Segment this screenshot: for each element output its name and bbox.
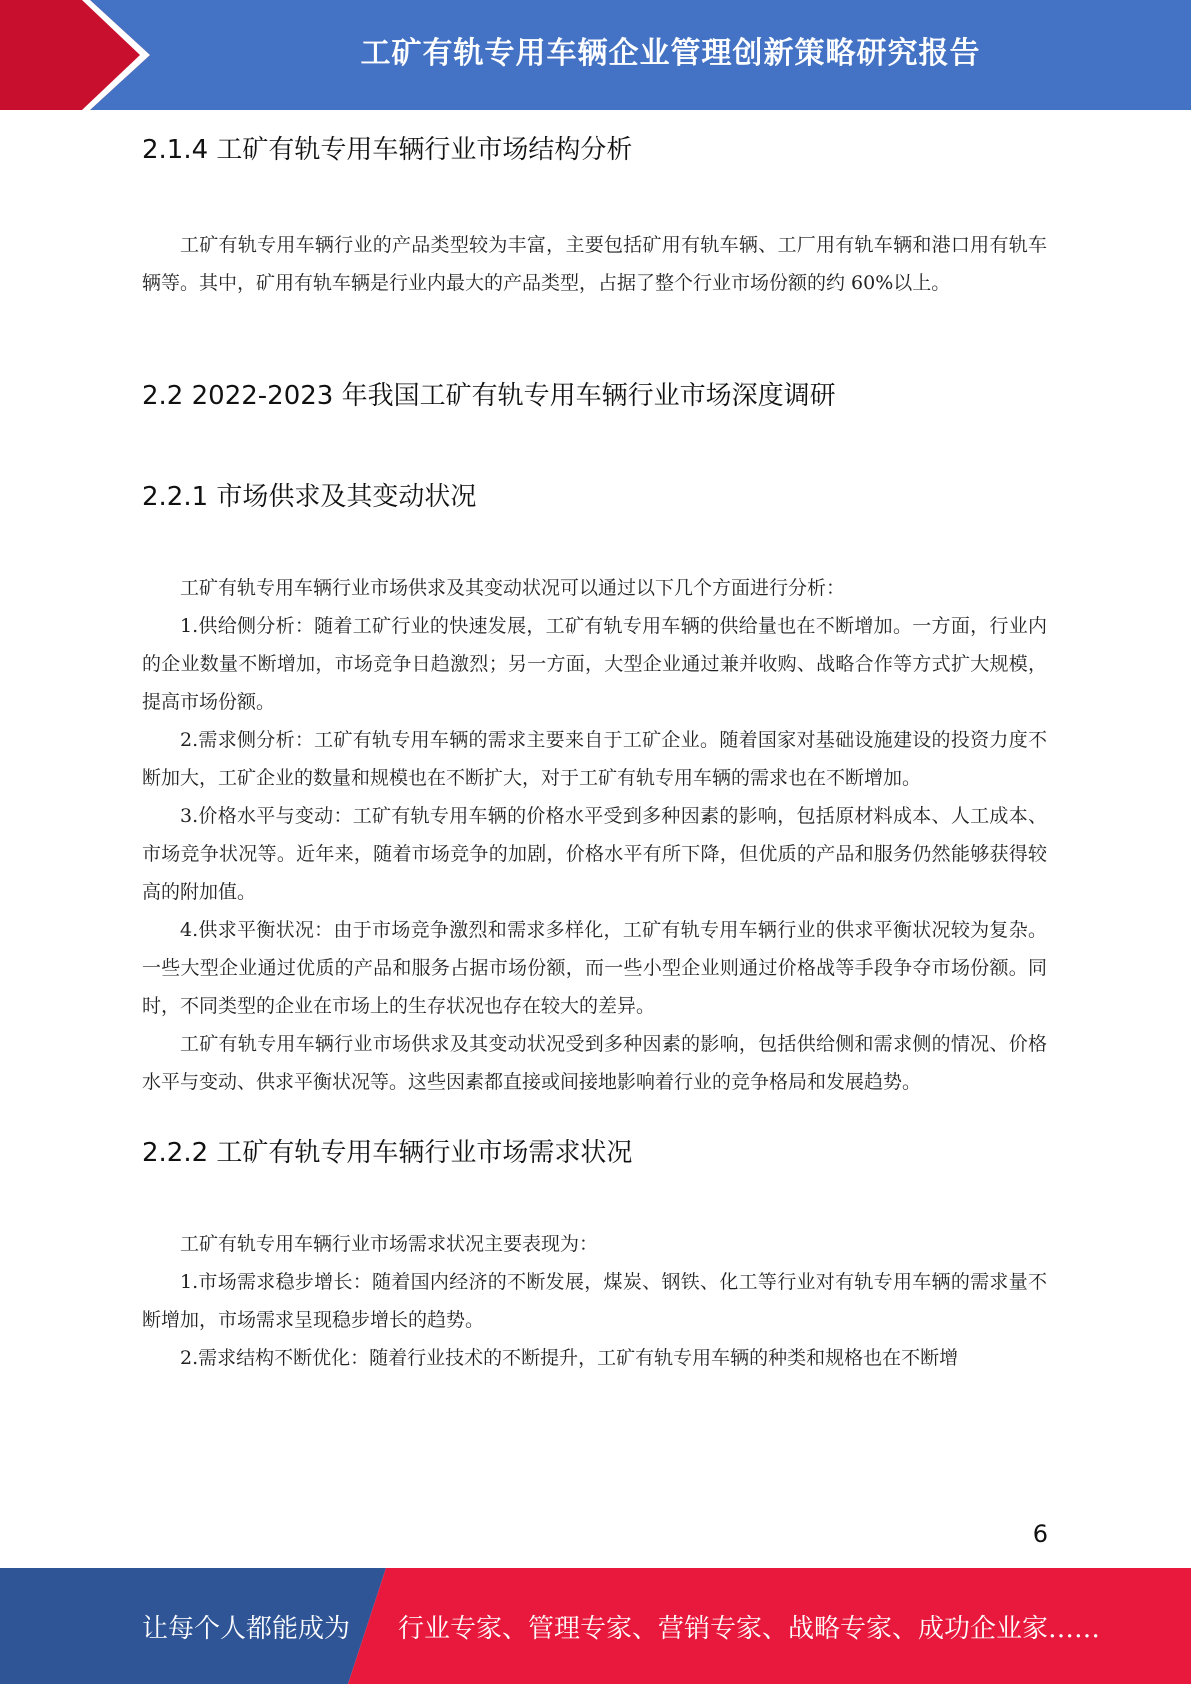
paragraph: 工矿有轨专用车辆行业市场供求及其变动状况受到多种因素的影响，包括供给侧和需求侧的情况、价格水平与变动、供求平衡状况等。这些因素都直接或间接地影响着行业的竞争格局和发展趋势。 bbox=[142, 1033, 1047, 1093]
footer-slogan-right: 行业专家、管理专家、营销专家、战略专家、成功企业家…… bbox=[398, 1613, 1101, 1644]
header-arrow-decoration bbox=[0, 0, 170, 110]
section-heading-2-2: 2.2 2022-2023 年我国工矿有轨专用车辆行业市场深度调研 bbox=[142, 381, 836, 411]
section-heading-2-2-1: 2.2.1 市场供求及其变动状况 bbox=[142, 482, 477, 512]
section-heading-2-1-4: 2.1.4 工矿有轨专用车辆行业市场结构分析 bbox=[142, 135, 633, 165]
paragraph: 工矿有轨专用车辆行业市场需求状况主要表现为： bbox=[180, 1233, 599, 1255]
page-number: 6 bbox=[1032, 1520, 1048, 1548]
page-header-band bbox=[0, 0, 1191, 110]
document-title: 工矿有轨专用车辆企业管理创新策略研究报告 bbox=[360, 36, 981, 71]
paragraph: 1.市场需求稳步增长：随着国内经济的不断发展，煤炭、钢铁、化工等行业对有轨专用车辆的需求量不断增加，市场需求呈现稳步增长的趋势。 bbox=[142, 1271, 1047, 1331]
section-heading-2-2-2: 2.2.2 工矿有轨专用车辆行业市场需求状况 bbox=[142, 1138, 633, 1168]
footer-slogan-left: 让每个人都能成为 bbox=[142, 1613, 351, 1644]
paragraph: 工矿有轨专用车辆行业的产品类型较为丰富，主要包括矿用有轨车辆、工厂用有轨车辆和港口用有轨车辆等。其中，矿用有轨车辆是行业内最大的产品类型，占据了整个行业市场份额的约 60%以上。 bbox=[142, 234, 1047, 294]
paragraph: 4.供求平衡状况：由于市场竞争激烈和需求多样化，工矿有轨专用车辆行业的供求平衡状况较为复杂。一些大型企业通过优质的产品和服务占据市场份额，而一些小型企业则通过价格战等手段争夺市场份额。同时，不同类型的企业在市场上的生存状况也存在较大的差异。 bbox=[142, 919, 1047, 1017]
paragraph: 3.价格水平与变动：工矿有轨专用车辆的价格水平受到多种因素的影响，包括原材料成本、人工成本、市场竞争状况等。近年来，随着市场竞争的加剧，价格水平有所下降，但优质的产品和服务仍然能够获得较高的附加值。 bbox=[142, 805, 1047, 903]
paragraph: 2.需求侧分析：工矿有轨专用车辆的需求主要来自于工矿企业。随着国家对基础设施建设的投资力度不断加大，工矿企业的数量和规模也在不断扩大，对于工矿有轨专用车辆的需求也在不断增加。 bbox=[142, 729, 1047, 789]
paragraph: 工矿有轨专用车辆行业市场供求及其变动状况可以通过以下几个方面进行分析： bbox=[180, 577, 846, 599]
paragraph: 1.供给侧分析：随着工矿行业的快速发展，工矿有轨专用车辆的供给量也在不断增加。一方面，行业内的企业数量不断增加，市场竞争日趋激烈；另一方面，大型企业通过兼并收购、战略合作等方式扩大规模，提高市场份额。 bbox=[142, 615, 1047, 713]
page-content bbox=[142, 128, 1047, 1377]
paragraph: 2.需求结构不断优化：随着行业技术的不断提升，工矿有轨专用车辆的种类和规格也在不断增 bbox=[180, 1347, 959, 1369]
page-footer-band bbox=[0, 1568, 1191, 1684]
